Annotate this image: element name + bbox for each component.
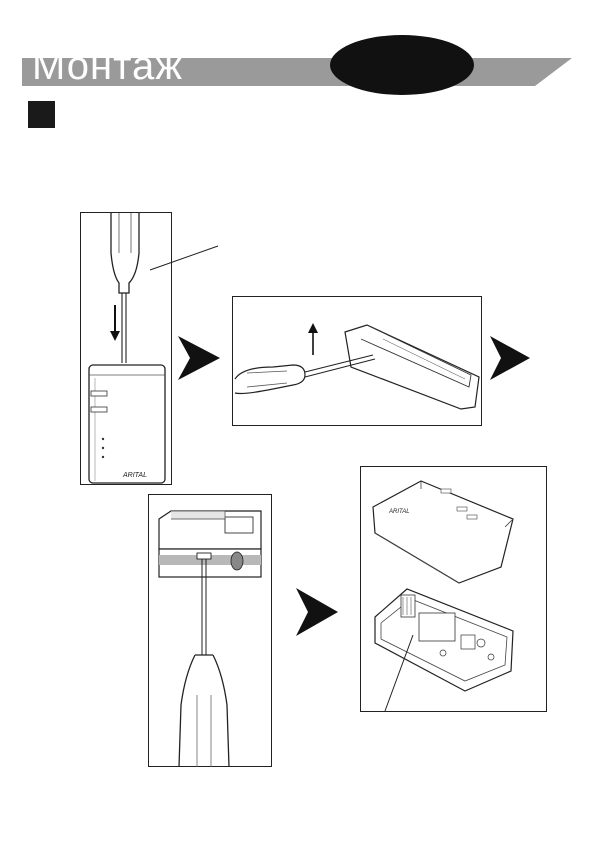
page-title: Монтаж <box>32 44 183 88</box>
figure-a-brand: ARITAL <box>123 472 147 479</box>
step-arrow-2 <box>490 336 530 380</box>
step-arrow-1 <box>178 336 220 380</box>
figure-b-drawing <box>233 297 483 427</box>
figure-d-brand: ARITAL <box>389 509 410 515</box>
figure-c-drawing <box>149 495 273 768</box>
figure-d-panel <box>360 466 547 712</box>
step-marker <box>28 101 55 128</box>
figure-d-drawing <box>361 467 548 713</box>
figure-b-panel <box>232 296 482 426</box>
figure-c-panel <box>148 494 272 767</box>
header-oval <box>330 35 474 95</box>
leader-line-a <box>140 240 230 280</box>
step-arrow-3 <box>296 588 338 636</box>
